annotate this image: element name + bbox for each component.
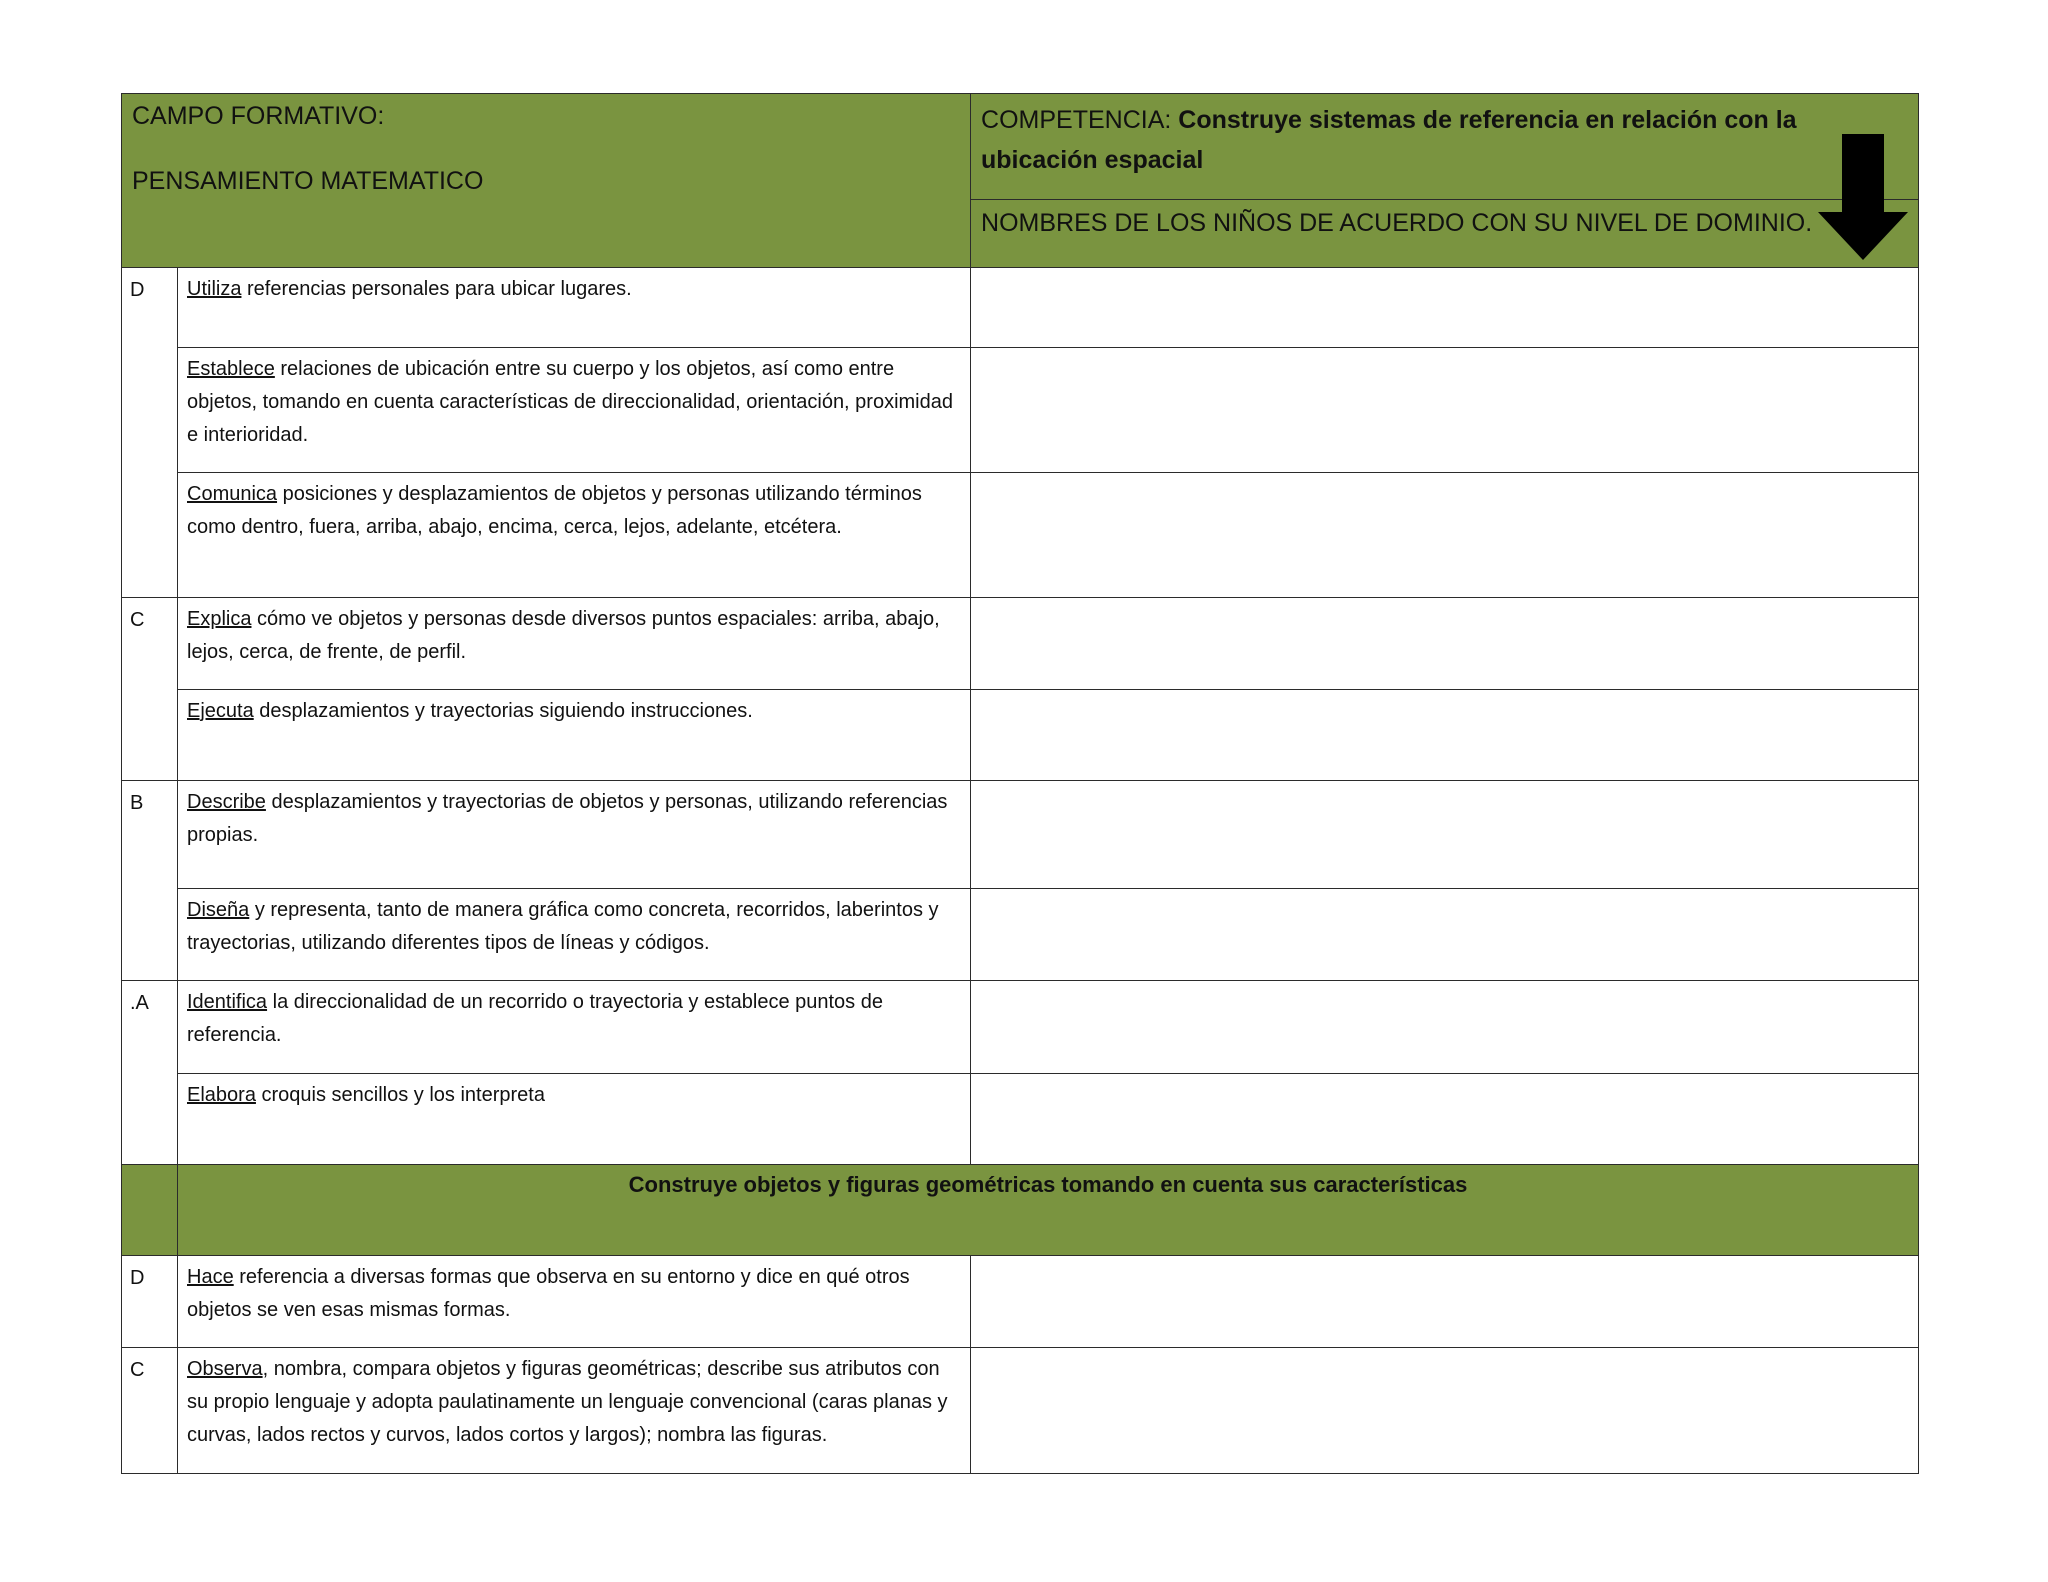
campo-label: CAMPO FORMATIVO: [132,102,385,130]
indicator-cell [178,690,971,781]
names-cell[interactable] [971,1256,1919,1348]
indicator-verb: Hace [187,1266,234,1288]
names-cell[interactable] [971,268,1919,348]
indicator-text: croquis sencillos y los interpreta [255,1084,545,1106]
competencia-value: Construye sistemas de referencia en relación con la ubicación espacial [981,106,1797,174]
indicator-verb: Describe [187,791,266,813]
indicator-cell [178,889,971,981]
level-cell: .A [122,981,178,1165]
indicator-text: y representa, tanto de manera gráfica como concreta, recorridos, laberintos y trayectorias, utilizando diferentes tipos de líneas y códigos. [187,899,939,954]
level-cell: D [122,1256,178,1348]
down-arrow-icon [1818,134,1908,260]
indicator-text: desplazamientos y trayectorias siguiendo instrucciones. [253,700,753,722]
section-level-cell [122,1165,178,1256]
table-row [122,889,1919,981]
table-row [122,1256,1919,1348]
document-page [121,93,1918,1474]
indicator-cell [178,268,971,348]
indicator-cell [178,1256,971,1348]
table-row [122,781,1919,889]
competency-table [121,93,1919,1474]
campo-value: PENSAMIENTO MATEMATICO [132,167,484,195]
header-row [122,94,1919,268]
indicator-cell [178,1348,971,1474]
names-cell[interactable] [971,781,1919,889]
table-row [122,473,1919,598]
names-cell[interactable] [971,889,1919,981]
indicator-text: la direccionalidad de un recorrido o trayectoria y establece puntos de referencia. [187,991,883,1046]
indicator-text: , nombra, compara objetos y figuras geométricas; describe sus atributos con su propio lenguaje y adopta paulatinamente un lenguaje convencional (caras planas y curvas, lados rectos y curvos, lados cortos y largos); nombra las figuras. [187,1358,948,1446]
table-row [122,690,1919,781]
names-cell[interactable] [971,1348,1919,1474]
level-cell: D [122,268,178,598]
level-cell: C [122,598,178,781]
indicator-verb: Utiliza [187,278,242,300]
indicator-cell [178,781,971,889]
indicator-verb: Elabora [187,1084,256,1106]
table-row [122,1074,1919,1165]
section-title: Construye objetos y figuras geométricas tomando en cuenta sus características [178,1165,1919,1256]
indicator-text: desplazamientos y trayectorias de objetos y personas, utilizando referencias propias. [187,791,948,846]
level-cell: B [122,781,178,981]
table-row [122,981,1919,1074]
section-header-row [122,1165,1919,1256]
level-cell: C [122,1348,178,1474]
indicator-verb: Ejecuta [187,700,254,722]
table-row [122,598,1919,690]
names-cell[interactable] [971,598,1919,690]
indicator-cell [178,981,971,1074]
competencia-cell [971,94,1919,268]
indicator-verb: Identifica [187,991,268,1013]
indicator-cell [178,1074,971,1165]
indicator-verb: Comunica [187,483,278,505]
names-cell[interactable] [971,348,1919,473]
names-cell[interactable] [971,473,1919,598]
indicator-text: posiciones y desplazamientos de objetos y personas utilizando términos como dentro, fuera, arriba, abajo, encima, cerca, lejos, adelante, etcétera. [187,483,922,538]
indicator-cell [178,348,971,473]
names-cell[interactable] [971,690,1919,781]
indicator-verb: Establece [187,358,275,380]
competencia-label: COMPETENCIA: [981,106,1179,134]
indicator-verb: Explica [187,608,252,630]
indicator-verb: Diseña [187,899,250,921]
names-cell[interactable] [971,1074,1919,1165]
indicator-text: relaciones de ubicación entre su cuerpo y los objetos, así como entre objetos, tomando en cuenta características de direccionalidad, orientación, proximidad e interioridad. [187,358,953,446]
indicator-cell [178,473,971,598]
table-row [122,348,1919,473]
indicator-cell [178,598,971,690]
names-cell[interactable] [971,981,1919,1074]
indicator-text: referencia a diversas formas que observa en su entorno y dice en qué otros objetos se ven esas mismas formas. [187,1266,910,1321]
table-row [122,1348,1919,1474]
indicator-text: cómo ve objetos y personas desde diversos puntos espaciales: arriba, abajo, lejos, cerca, de frente, de perfil. [187,608,940,663]
names-header: NOMBRES DE LOS NIÑOS DE ACUERDO CON SU NIVEL DE DOMINIO. [981,209,1813,237]
campo-formativo-cell [122,94,971,268]
indicator-text: referencias personales para ubicar lugares. [241,278,632,300]
table-row [122,268,1919,348]
competencia-box [971,94,1918,200]
indicator-verb: Observa [187,1358,263,1380]
